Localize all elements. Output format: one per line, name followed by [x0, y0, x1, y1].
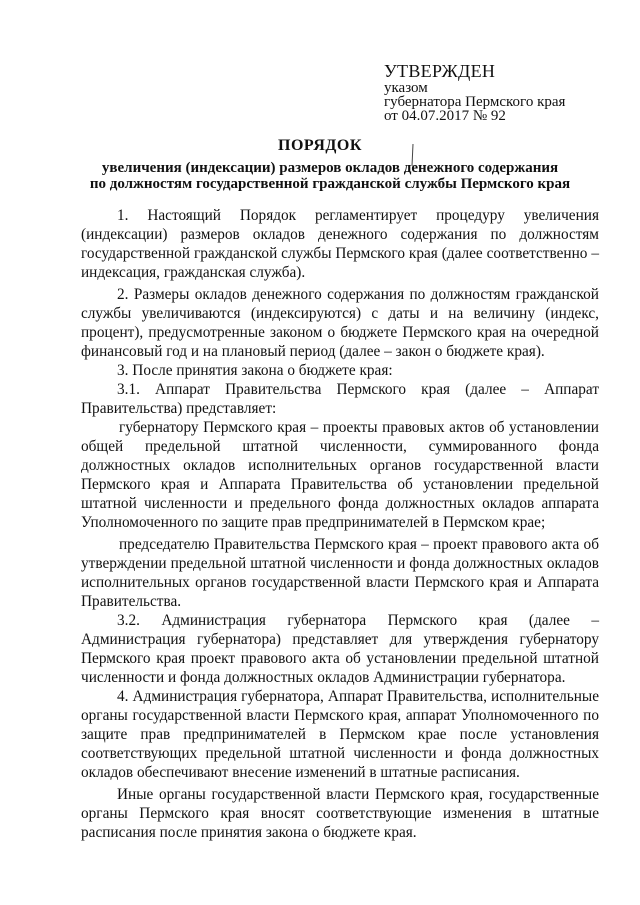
document-subtitle	[60, 160, 600, 192]
approval-authority: губернатора Пермского края	[384, 94, 566, 110]
paragraph-4: 4. Администрация губернатора, Аппарат Правительства, исполнительные органы государственной власти Пермского края, аппарат Уполномоченного по защите прав предпринимателей в Пермском крае после установления соответствующих предельной штатной численности и фонда должностных окладов обеспечивают внесение изменений в штатные расписания.	[81, 688, 599, 781]
document-title: ПОРЯДОК	[278, 137, 362, 154]
paragraph-3-2: 3.2. Администрация губернатора Пермского края (далее – Администрация губернатора) представляет для утверждения губернатору Пермского края проект правового акта об установлении предельной штатной численности и фонда должностных окладов Администрации губернатора.	[81, 612, 599, 686]
paragraph-3-1-chairman: председателю Правительства Пермского края – проект правового акта об утверждении предельной штатной численности и фонда должностных окладов исполнительных органов государственной власти Пермского края и Аппарата Правительства.	[81, 536, 599, 610]
subtitle-line: увеличения (индексации) размеров окладов денежного содержания	[101, 160, 559, 176]
paragraph-4-other-bodies: Иные органы государственной власти Пермского края, государственные органы Пермского края вносят соответствующие изменения в штатные расписания после принятия закона о бюджете края.	[81, 786, 599, 841]
document-body	[81, 206, 599, 842]
paragraph-3-1-governor: губернатору Пермского края – проекты правовых актов об установлении общей предельной штатной численности, суммированного фонда должностных окладов исполнительных органов государственной власти Пермского края и Аппарата Правительства об установлении предельной штатной численности и предельного фонда должностных окладов аппарата Уполномоченного по защите прав предпринимателей в Пермском крае;	[81, 419, 599, 531]
paragraph-3-1: 3.1. Аппарат Правительства Пермского края (далее – Аппарат Правительства) представляет:	[81, 381, 599, 417]
approval-stamp	[384, 62, 614, 123]
approval-date-number: от 04.07.2017 № 92	[384, 108, 506, 124]
paragraph-2: 2. Размеры окладов денежного содержания по должностям гражданской службы увеличиваются (индексируются) с даты и на величину (индекс, процент), предусмотренные законом о бюджете Пермского края на очередной финансовый год и на плановый период (далее – закон о бюджете края).	[81, 286, 599, 360]
subtitle-line: по должностям государственной гражданской службы Пермского края	[89, 176, 571, 192]
paragraph-1: 1. Настоящий Порядок регламентирует процедуру увеличения (индексации) размеров окладов денежного содержания по должностям государственной гражданской службы Пермского края (далее соответственно – индексация, гражданская служба).	[81, 207, 599, 281]
approval-decree-label: указом	[384, 80, 428, 96]
paragraph-3: 3. После принятия закона о бюджете края:	[117, 362, 393, 379]
approval-heading: УТВЕРЖДЕН	[384, 61, 496, 81]
